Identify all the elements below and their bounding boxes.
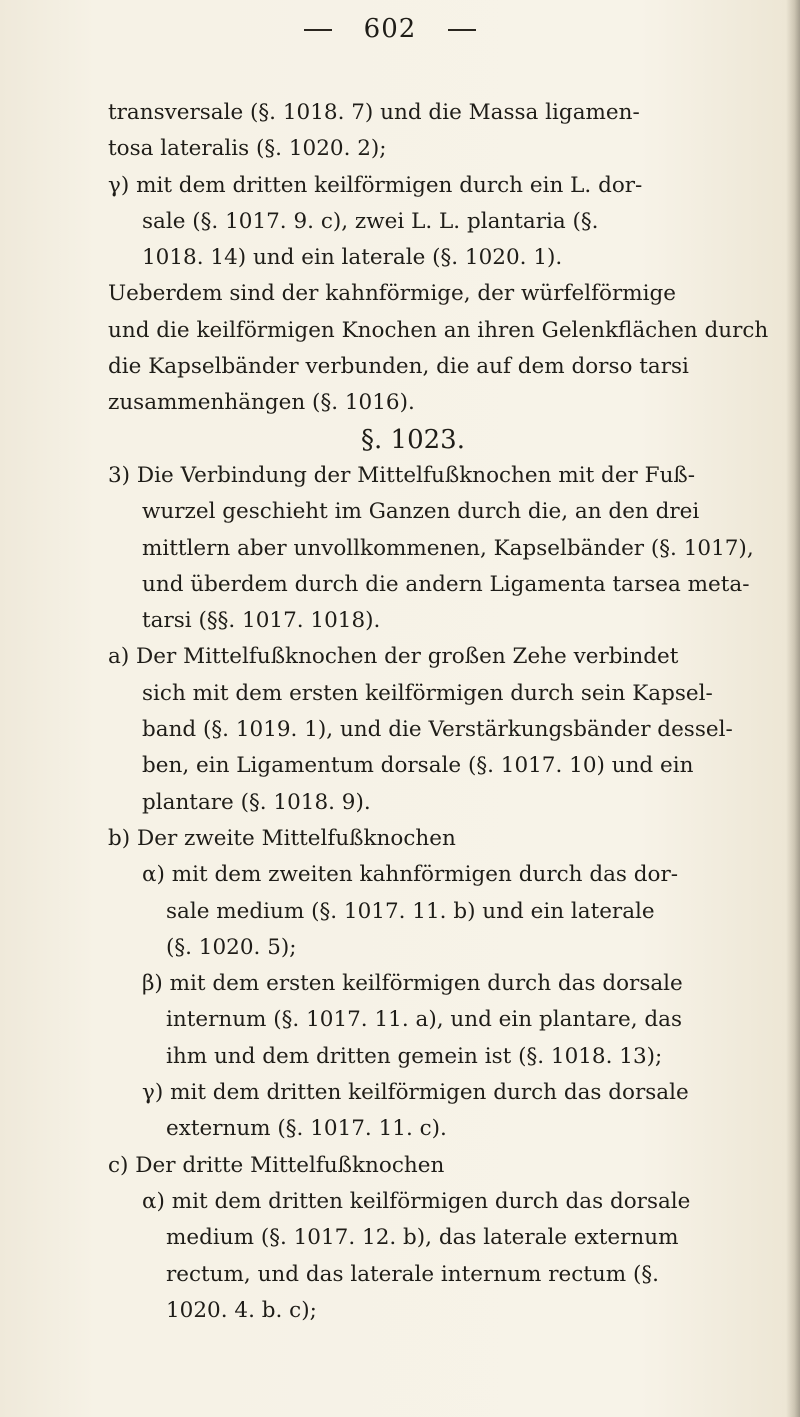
text-line: band (§. 1019. 1), und die Verstärkungsbänder dessel-: [142, 717, 733, 743]
text-line: transversale (§. 1018. 7) und die Massa ligamen-: [108, 100, 640, 125]
text-line: internum (§. 1017. 11. a), und ein plantare, das: [166, 1007, 682, 1033]
text-line: b) Der zweite Mittelfußknochen: [108, 825, 456, 851]
text-line: und überdem durch die andern Ligamenta tarsea meta-: [142, 571, 750, 597]
text-line: ihm und dem dritten gemein ist (§. 1018. 13);: [166, 1043, 663, 1069]
text-line: c) Der dritte Mittelfußknochen: [108, 1152, 445, 1178]
text-line: wurzel geschieht im Ganzen durch die, an den drei: [142, 499, 700, 525]
text-line: die Kapselbänder verbunden, die auf dem dorso tarsi: [108, 354, 689, 380]
header-dash-left: [304, 29, 332, 31]
text-line: rectum, und das laterale internum rectum (§.: [166, 1261, 659, 1287]
text-line: externum (§. 1017. 11. c).: [166, 1116, 447, 1142]
page-spine-shadow: [786, 0, 800, 1417]
header-dash-right: [448, 29, 476, 31]
text-line: tosa lateralis (§. 1020. 2);: [108, 136, 387, 162]
text-line: sale medium (§. 1017. 11. b) und ein laterale: [166, 898, 655, 924]
text-line: Ueberdem sind der kahnförmige, der würfelförmige: [108, 281, 677, 307]
text-line: und die keilförmigen Knochen an ihren Gelenkflächen durch: [108, 317, 769, 343]
text-line: γ) mit dem dritten keilförmigen durch das dorsale: [142, 1080, 689, 1106]
text-line: a) Der Mittelfußknochen der großen Zehe verbindet: [108, 644, 679, 670]
text-line: zusammenhängen (§. 1016).: [108, 390, 415, 416]
text-line: 3) Die Verbindung der Mittelfußknochen mit der Fuß-: [108, 462, 696, 488]
section-heading: §. 1023.: [361, 424, 465, 455]
text-line: mittlern aber unvollkommenen, Kapselbänder (§. 1017),: [142, 535, 754, 561]
text-line: α) mit dem dritten keilförmigen durch das dorsale: [142, 1188, 691, 1214]
text-line: 1018. 14) und ein laterale (§. 1020. 1).: [142, 245, 563, 271]
text-line: tarsi (§§. 1017. 1018).: [142, 608, 381, 634]
text-line: (§. 1020. 5);: [166, 934, 297, 960]
page-header: [0, 14, 780, 44]
text-line: 1020. 4. b. c);: [166, 1297, 317, 1323]
text-line: medium (§. 1017. 12. b), das laterale externum: [166, 1225, 679, 1251]
text-line: ben, ein Ligamentum dorsale (§. 1017. 10) und ein: [142, 753, 694, 779]
text-line: γ) mit dem dritten keilförmigen durch ein L. dor-: [108, 172, 643, 198]
text-line: α) mit dem zweiten kahnförmigen durch das dor-: [142, 862, 679, 888]
text-line: sich mit dem ersten keilförmigen durch sein Kapsel-: [142, 680, 713, 706]
text-line: sale (§. 1017. 9. c), zwei L. L. plantaria (§.: [142, 208, 599, 234]
body-text: [108, 95, 769, 1329]
text-line: β) mit dem ersten keilförmigen durch das dorsale: [142, 971, 683, 997]
page-number: 602: [363, 14, 417, 44]
text-line: plantare (§. 1018. 9).: [142, 789, 371, 815]
